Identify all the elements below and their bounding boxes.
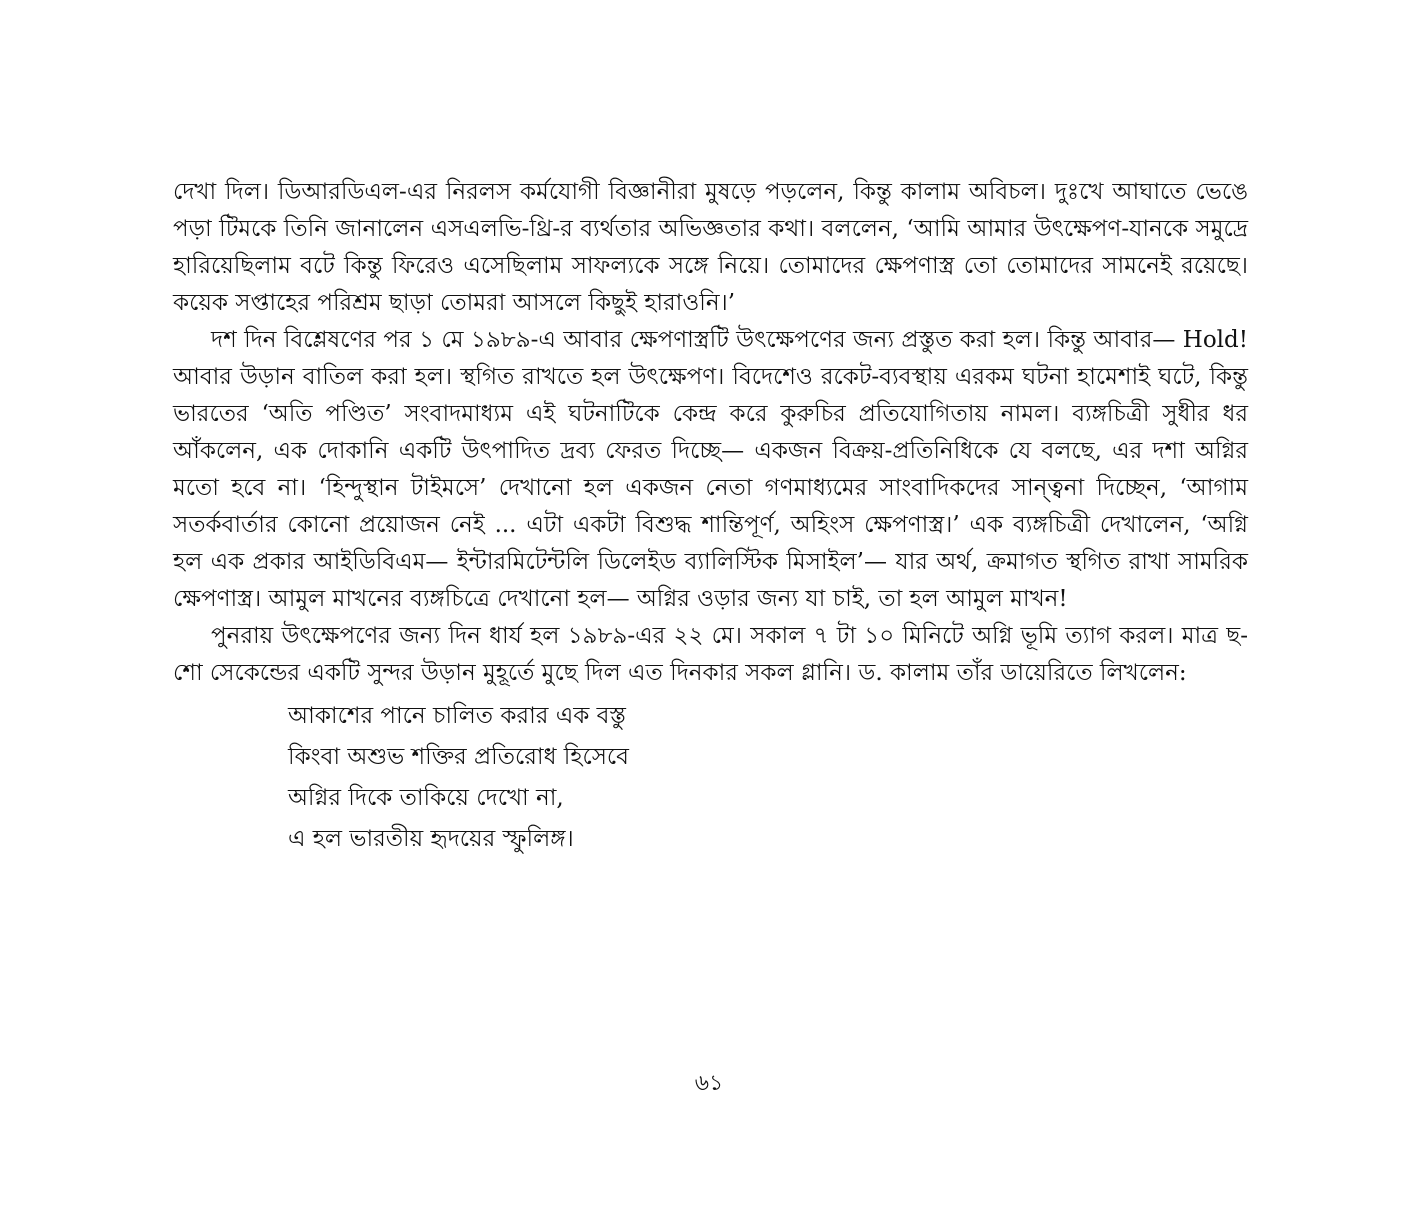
poem-line: আকাশের পানে চালিত করার এক বস্তু — [288, 703, 626, 729]
poem-line: অগ্নির দিকে তাকিয়ে দেখো না, — [288, 785, 564, 811]
poem-line: এ হল ভারতীয় হৃদয়ের স্ফুলিঙ্গ। — [288, 826, 574, 852]
paragraph-third: পুনরায় উৎক্ষেপণের জন্য দিন ধার্য হল ১৯৮৯-এর ২২ মে। সকাল ৭ টা ১০ মিনিটে অগ্নি ভূমি ত্যাগ করল। মাত্র ছ-শো সেকেন্ডের একটি সুন্দর উড়ান মুহূর্তে মুছে দিল এত দিনকার সকল গ্লানি। ড. কালাম তাঁর ডায়েরিতে লিখলেন: — [173, 623, 1248, 686]
page-number: ৬১ — [694, 1071, 724, 1096]
body-text — [173, 174, 1248, 860]
paragraph-continuation: দেখা দিল। ডিআরডিএল-এর নিরলস কর্মযোগী বিজ্ঞানীরা মুষড়ে পড়লেন, কিন্তু কালাম অবিচল। দুঃখে আঘাতে ভেঙে পড়া টিমকে তিনি জানালেন এসএলভি-থ্রি-র ব্যর্থতার অভিজ্ঞতার কথা। বললেন, ‘আমি আমার উৎক্ষেপণ-যানকে সমুদ্রে হারিয়েছিলাম বটে কিন্তু ফিরেও এসেছিলাম সাফল্যকে সঙ্গে নিয়ে। তোমাদের ক্ষেপণাস্ত্র তো তোমাদের সামনেই রয়েছে। কয়েক সপ্তাহের পরিশ্রম ছাড়া তোমরা আসলে কিছুই হারাওনি।’ — [173, 179, 1248, 316]
poem-block — [173, 696, 1248, 860]
paragraph-second: দশ দিন বিশ্লেষণের পর ১ মে ১৯৮৯-এ আবার ক্ষেপণাস্ত্রটি উৎক্ষেপণের জন্য প্রস্তুত করা হল। কিন্তু আবার— Hold! আবার উড়ান বাতিল করা হল। স্থগিত রাখতে হল উৎক্ষেপণ। বিদেশেও রকেট-ব্যবস্থায় এরকম ঘটনা হামেশাই ঘটে, কিন্তু ভারতের ‘অতি পণ্ডিত’ সংবাদমাধ্যম এই ঘটনাটিকে কেন্দ্র করে কুরুচির প্রতিযোগিতায় নামল। ব্যঙ্গচিত্রী সুধীর ধর আঁকলেন, এক দোকানি একটি উৎপাদিত দ্রব্য ফেরত দিচ্ছে— একজন বিক্রয়-প্রতিনিধিকে যে বলছে, এর দশা অগ্নির মতো হবে না। ‘হিন্দুস্থান টাইমসে’ দেখানো হল একজন নেতা গণমাধ্যমের সাংবাদিকদের সান্ত্বনা দিচ্ছেন, ‘আগাম সতর্কবার্তার কোনো প্রয়োজন নেই ... এটা একটা বিশুদ্ধ শান্তিপূর্ণ, অহিংস ক্ষেপণাস্ত্র।’ এক ব্যঙ্গচিত্রী দেখালেন, ‘অগ্নি হল এক প্রকার আইডিবিএম— ইন্টারমিটেন্টলি ডিলেইড ব্যালিস্টিক মিসাইল’— যার অর্থ, ক্রমাগত স্থগিত রাখা সামরিক ক্ষেপণাস্ত্র। আমুল মাখনের ব্যঙ্গচিত্রে দেখানো হল— অগ্নির ওড়ার জন্য যা চাই, তা হল আমুল মাখন! — [173, 327, 1248, 612]
poem-line: কিংবা অশুভ শক্তির প্রতিরোধ হিসেবে — [288, 744, 629, 770]
